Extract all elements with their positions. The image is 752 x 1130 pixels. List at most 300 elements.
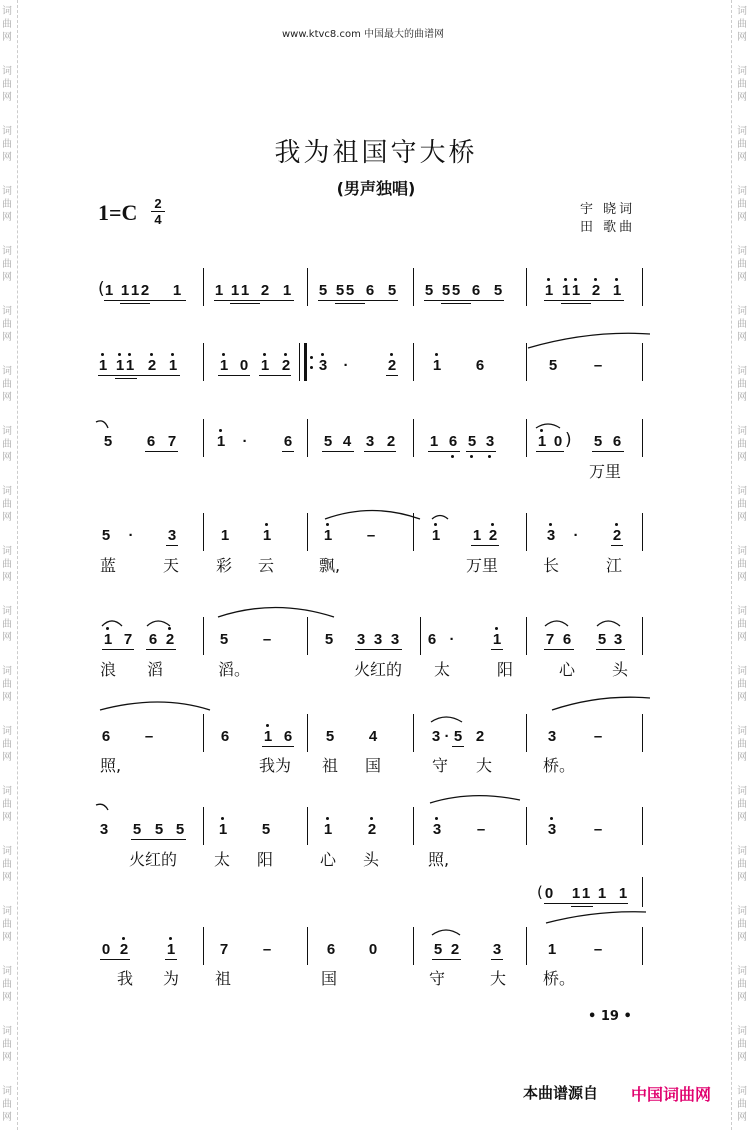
note: 5 (441, 282, 451, 299)
lyric: 万里 (466, 556, 499, 575)
note: 5 (597, 631, 607, 648)
note: 7 (545, 631, 555, 648)
note: 3 (318, 357, 328, 374)
lyric: 云 (258, 556, 275, 575)
watermark-char: 网 (2, 752, 12, 763)
note: 3 (99, 821, 109, 838)
note: 2 (165, 631, 175, 648)
barline (203, 807, 204, 845)
watermark-char: 曲 (2, 19, 12, 30)
octave-dot (547, 278, 550, 281)
barline (413, 714, 414, 752)
barline (526, 513, 527, 551)
lyric: 江 (606, 556, 623, 575)
note: 6 (101, 728, 111, 745)
watermark-char: 曲 (2, 859, 12, 870)
watermark-char: 词 (737, 546, 747, 557)
watermark-char: 网 (2, 872, 12, 883)
watermark-char: 曲 (2, 979, 12, 990)
watermark-char: 曲 (737, 199, 747, 210)
barline (307, 927, 308, 965)
underline (98, 375, 180, 376)
note: – (593, 357, 603, 374)
barline (307, 268, 308, 306)
lyric: 大 (490, 969, 507, 988)
underline (322, 451, 354, 452)
octave-dot (128, 353, 131, 356)
repeat-barline (304, 343, 307, 381)
left-watermark-strip (0, 0, 14, 1130)
underline (428, 451, 460, 452)
note: 1 (561, 282, 571, 299)
slur (432, 930, 460, 935)
accomp-open-paren: ( (537, 883, 543, 901)
note: 1 (282, 282, 292, 299)
watermark-char: 网 (737, 572, 747, 583)
watermark-char: 曲 (737, 1099, 747, 1110)
note: 4 (368, 728, 378, 745)
underline (131, 839, 186, 840)
barline (413, 268, 414, 306)
barline (642, 807, 643, 845)
lyricist-credit: 宇 晓词 (580, 202, 636, 217)
watermark-char: 词 (2, 66, 12, 77)
octave-dot (221, 817, 224, 820)
watermark-char: 曲 (737, 439, 747, 450)
watermark-char: 词 (2, 786, 12, 797)
watermark-char: 网 (2, 92, 12, 103)
barline (203, 268, 204, 306)
watermark-char: 曲 (2, 1039, 12, 1050)
barline (413, 419, 414, 457)
underline (544, 649, 574, 650)
barline (203, 617, 204, 655)
watermark-char: 网 (2, 332, 12, 343)
note: 5 (451, 282, 461, 299)
watermark-char: 曲 (737, 379, 747, 390)
barline (203, 513, 204, 551)
lyric: 国 (365, 756, 382, 775)
octave-dot (491, 523, 494, 526)
note: 2 (386, 433, 396, 450)
watermark-char: 词 (737, 846, 747, 857)
octave-dot (171, 353, 174, 356)
watermark-char: 词 (737, 1086, 747, 1097)
octave-dot (326, 817, 329, 820)
watermark-char: 曲 (737, 139, 747, 150)
lyric: 彩 (216, 556, 233, 575)
note: 1 (571, 282, 581, 299)
note: 2 (475, 728, 485, 745)
octave-dot (451, 455, 454, 458)
note: 5 (325, 728, 335, 745)
note: 2 (140, 282, 150, 299)
barline (526, 617, 527, 655)
watermark-char: 网 (737, 392, 747, 403)
barline (642, 419, 643, 457)
note: 1 (262, 527, 272, 544)
barline (420, 617, 421, 655)
watermark-char: 词 (737, 126, 747, 137)
lyric: 滔。 (218, 660, 251, 679)
note: 5 (433, 941, 443, 958)
octave-dot (615, 278, 618, 281)
underline (544, 300, 624, 301)
watermark-char: 曲 (2, 259, 12, 270)
watermark-char: 词 (2, 606, 12, 617)
note: – (476, 821, 486, 838)
note: – (593, 728, 603, 745)
note: 1 (230, 282, 240, 299)
watermark-char: 词 (2, 426, 12, 437)
note: 1 (172, 282, 182, 299)
note: 5 (154, 821, 164, 838)
barline (307, 419, 308, 457)
octave-dot (310, 366, 313, 369)
watermark-char: 网 (737, 752, 747, 763)
note: 1 (120, 282, 130, 299)
watermark-char: 词 (737, 1026, 747, 1037)
watermark-char: 词 (2, 366, 12, 377)
underline (386, 375, 398, 376)
note: 7 (167, 433, 177, 450)
watermark-char: 曲 (2, 679, 12, 690)
note: 6 (427, 631, 437, 648)
underline (102, 649, 134, 650)
octave-dot (540, 429, 543, 432)
barline (307, 617, 308, 655)
watermark-char: 网 (737, 32, 747, 43)
note: 1 (323, 527, 333, 544)
lyric: 火红的 (129, 850, 178, 869)
underline (561, 303, 591, 304)
slur (597, 621, 620, 626)
octave-dot (263, 353, 266, 356)
slur (96, 804, 108, 810)
octave-dot (390, 353, 393, 356)
watermark-char: 曲 (737, 979, 747, 990)
note: 3 (390, 631, 400, 648)
octave-dot (549, 523, 552, 526)
watermark-char: 曲 (737, 259, 747, 270)
underline (536, 451, 564, 452)
barline (642, 343, 643, 381)
slur (546, 912, 646, 923)
lyric: 为 (163, 969, 180, 988)
note: 4 (342, 433, 352, 450)
octave-dot (219, 429, 222, 432)
note: 5 (318, 282, 328, 299)
octave-dot (615, 523, 618, 526)
octave-dot (265, 523, 268, 526)
watermark-char: 曲 (2, 919, 12, 930)
octave-dot (435, 817, 438, 820)
slur (100, 702, 210, 710)
octave-dot (169, 937, 172, 940)
note: 1 (537, 433, 547, 450)
watermark-char: 词 (737, 966, 747, 977)
lyric: 太 (214, 850, 231, 869)
note: 1 (581, 885, 591, 902)
note: 6 (220, 728, 230, 745)
lyric: 万里 (589, 462, 622, 481)
song-subtitle: (男声独唱) (336, 179, 416, 198)
lyric: 滔 (147, 660, 164, 679)
watermark-char: 词 (737, 666, 747, 677)
barline (526, 807, 527, 845)
watermark-char: 网 (2, 32, 12, 43)
underline (335, 303, 365, 304)
watermark-char: 词 (737, 726, 747, 737)
note: 2 (612, 527, 622, 544)
note: 3 (613, 631, 623, 648)
slur (552, 697, 650, 710)
lyric: 心 (559, 660, 576, 679)
lyric: 桥。 (543, 969, 576, 988)
note: 2 (281, 357, 291, 374)
octave-dot (321, 353, 324, 356)
barline (413, 807, 414, 845)
watermark-char: 词 (737, 486, 747, 497)
barline (203, 714, 204, 752)
intro-close-paren: ) (565, 430, 572, 450)
note: 5 (175, 821, 185, 838)
note: 6 (612, 433, 622, 450)
note: 5 (548, 357, 558, 374)
watermark-char: 网 (2, 272, 12, 283)
underline (571, 906, 593, 907)
slur (147, 621, 170, 626)
slur (432, 516, 448, 520)
note: · (128, 527, 134, 544)
watermark-char: 网 (2, 392, 12, 403)
octave-dot (370, 817, 373, 820)
watermark-char: 网 (2, 992, 12, 1003)
barline (526, 714, 527, 752)
note: – (593, 941, 603, 958)
watermark-char: 网 (2, 572, 12, 583)
time-signature (151, 197, 165, 226)
note: 5 (453, 728, 463, 745)
watermark-char: 网 (2, 1112, 12, 1123)
barline (526, 419, 527, 457)
watermark-char: 网 (737, 812, 747, 823)
underline (104, 300, 186, 301)
note: 3 (365, 433, 375, 450)
note: 5 (132, 821, 142, 838)
watermark-char: 网 (737, 212, 747, 223)
watermark-char: 曲 (737, 919, 747, 930)
note: 1 (612, 282, 622, 299)
note: 2 (260, 282, 270, 299)
watermark-char: 词 (2, 546, 12, 557)
site-header: www.ktvc8.com 中国最大的曲谱网 (282, 29, 445, 40)
octave-dot (101, 353, 104, 356)
watermark-char: 词 (737, 786, 747, 797)
lyric: 蓝 (100, 556, 117, 575)
note: 1 (429, 433, 439, 450)
note: 5 (101, 527, 111, 544)
watermark-char: 词 (2, 126, 12, 137)
watermark-char: 词 (737, 906, 747, 917)
octave-dot (118, 353, 121, 356)
barline (413, 927, 414, 965)
lyric: 大 (476, 756, 493, 775)
note: 1 (431, 527, 441, 544)
barline (642, 268, 643, 306)
watermark-char: 词 (737, 246, 747, 257)
note: – (144, 728, 154, 745)
note: 6 (146, 433, 156, 450)
underline (230, 303, 260, 304)
watermark-char: 曲 (2, 79, 12, 90)
slur (431, 717, 462, 722)
note: 5 (323, 433, 333, 450)
watermark-char: 网 (2, 212, 12, 223)
octave-dot (222, 353, 225, 356)
lyric: 祖 (322, 756, 339, 775)
watermark-char: 网 (737, 152, 747, 163)
note: 6 (475, 357, 485, 374)
watermark-char: 网 (737, 692, 747, 703)
note: · (242, 433, 248, 450)
watermark-char: 网 (2, 812, 12, 823)
underline (471, 545, 499, 546)
watermark-char: 曲 (737, 619, 747, 630)
watermark-char: 网 (2, 512, 12, 523)
note: 5 (261, 821, 271, 838)
note: 1 (547, 941, 557, 958)
source-site-link[interactable]: 中国词曲网 (631, 1085, 712, 1104)
underline (115, 378, 137, 379)
octave-dot (150, 353, 153, 356)
key-signature: 1=C (98, 200, 138, 225)
note: 2 (591, 282, 601, 299)
note: 5 (103, 433, 113, 450)
watermark-char: 曲 (2, 379, 12, 390)
octave-dot (434, 523, 437, 526)
note: 5 (324, 631, 334, 648)
right-watermark-strip (736, 0, 750, 1130)
underline (259, 375, 291, 376)
watermark-char: 网 (2, 932, 12, 943)
underline (491, 959, 503, 960)
slur (430, 796, 520, 803)
note: 1 (166, 941, 176, 958)
note: 3 (432, 821, 442, 838)
barline (526, 927, 527, 965)
underline (432, 959, 461, 960)
barline (413, 513, 414, 551)
lyric: 浪 (100, 660, 117, 679)
watermark-char: 词 (2, 486, 12, 497)
slur (218, 608, 334, 618)
watermark-char: 曲 (737, 739, 747, 750)
underline (364, 451, 396, 452)
note: 0 (544, 885, 554, 902)
watermark-char: 网 (737, 632, 747, 643)
underline (146, 649, 176, 650)
note: 6 (562, 631, 572, 648)
lyric: 头 (612, 660, 629, 679)
note: · (343, 357, 349, 374)
watermark-char: 曲 (2, 439, 12, 450)
watermark-char: 网 (737, 452, 747, 463)
note: 7 (219, 941, 229, 958)
watermark-char: 词 (2, 306, 12, 317)
watermark-char: 曲 (2, 739, 12, 750)
watermark-char: 词 (2, 1026, 12, 1037)
slur (545, 621, 568, 626)
watermark-char: 网 (737, 512, 747, 523)
octave-dot (284, 353, 287, 356)
underline (424, 300, 504, 301)
watermark-char: 词 (2, 6, 12, 17)
composer-credit: 田 歌曲 (580, 220, 636, 235)
underline (165, 959, 177, 960)
note: 1 (260, 357, 270, 374)
lyric: 长 (543, 556, 560, 575)
note: 5 (424, 282, 434, 299)
watermark-char: 词 (737, 606, 747, 617)
slur (536, 424, 560, 428)
note: 3 (485, 433, 495, 450)
note: 1 (103, 631, 113, 648)
watermark-char: 曲 (2, 619, 12, 630)
watermark-char: 词 (2, 846, 12, 857)
note: 1 (218, 821, 228, 838)
note: 2 (450, 941, 460, 958)
note: · (444, 728, 450, 745)
song-title: 我为祖国守大桥 (274, 138, 478, 168)
barline (642, 877, 643, 907)
watermark-char: 词 (2, 666, 12, 677)
underline (218, 375, 250, 376)
watermark-char: 词 (2, 906, 12, 917)
watermark-char: 网 (2, 1052, 12, 1063)
note: 1 (98, 357, 108, 374)
note: · (449, 631, 455, 648)
note: 6 (448, 433, 458, 450)
watermark-char: 词 (737, 366, 747, 377)
watermark-char: 词 (2, 1086, 12, 1097)
barline (526, 268, 527, 306)
watermark-char: 曲 (2, 499, 12, 510)
octave-dot (574, 278, 577, 281)
lyric: 心 (320, 850, 337, 869)
underline (441, 303, 471, 304)
watermark-char: 词 (737, 66, 747, 77)
note: 2 (387, 357, 397, 374)
time-signature-bottom: 4 (154, 212, 162, 227)
barline (642, 617, 643, 655)
barline (642, 927, 643, 965)
underline (466, 451, 496, 452)
watermark-char: 词 (2, 726, 12, 737)
watermark-char: 网 (2, 152, 12, 163)
barline (307, 714, 308, 752)
note: 0 (101, 941, 111, 958)
note: – (262, 941, 272, 958)
barline (307, 807, 308, 845)
watermark-char: 网 (737, 872, 747, 883)
watermark-char: 词 (737, 426, 747, 437)
lyric: 照, (100, 756, 122, 775)
note: 5 (335, 282, 345, 299)
octave-dot (266, 724, 269, 727)
lyric: 国 (321, 969, 338, 988)
underline (262, 746, 294, 747)
